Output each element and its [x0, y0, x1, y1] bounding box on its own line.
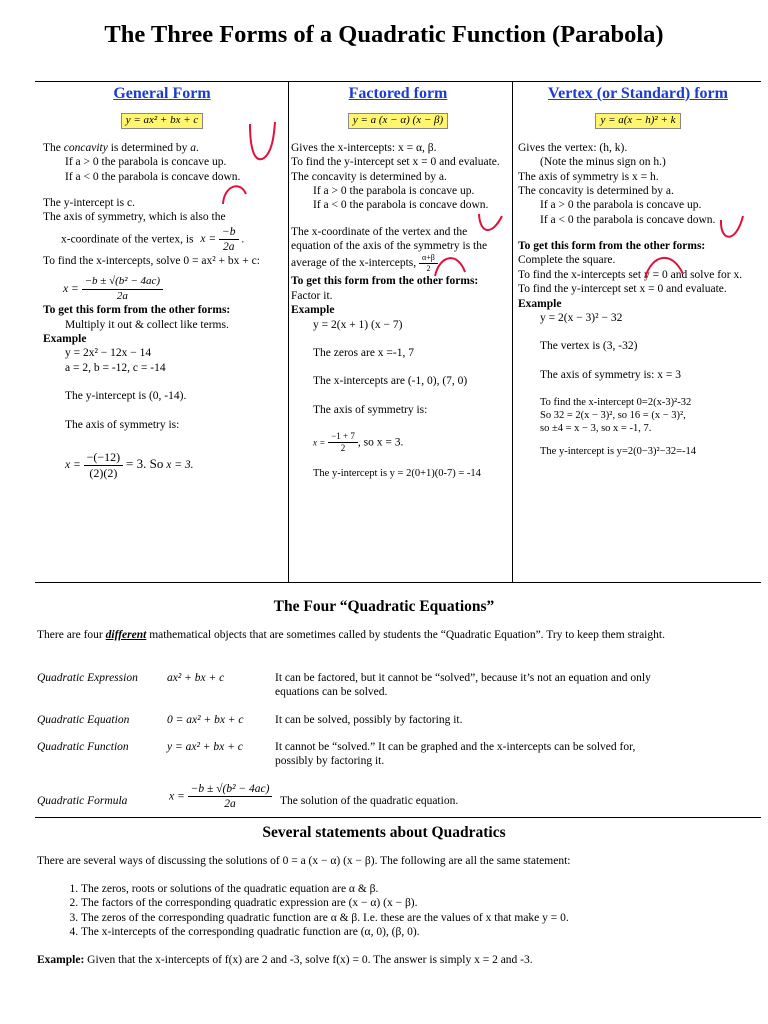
general-example: y = 2x² − 12x − 14 a = 2, b = -12, c = -14 The y-intercept is (0, -14). The axis of symmetry is: x = $\frac{-(-12)}{(2)(2)}$ = 3. So x = 3. — [65, 347, 194, 480]
general-axis-text: The axis of symmetry, which is also the — [43, 211, 226, 224]
factored-concavity: The concavity is determined by a. If a > 0 the parabola is concave up. If a < 0 the parabola is concave down. — [291, 170, 489, 212]
factored-form-column — [291, 84, 505, 480]
general-other-forms-label: To get this form from the other forms: — [43, 304, 231, 317]
vertex-form-header: Vertex (or Standard) form — [548, 85, 728, 102]
vertex-example-label: Example — [518, 297, 562, 310]
page-title: The Three Forms of a Quadratic Function (Parabola) — [104, 21, 664, 48]
general-other-forms-method: Multiply it out & collect like terms. — [65, 318, 229, 331]
concave-up-sketch — [476, 210, 506, 236]
factored-y-intercept: To find the y-intercept set x = 0 and evaluate. — [291, 156, 500, 169]
table-top-rule — [35, 81, 761, 82]
factored-example-label: Example — [291, 304, 335, 317]
factored-average: The x-coordinate of the vertex and the equation of the axis of the symmetry is the average of the x-intercepts, $\frac{\alpha+\beta}{2}$ . — [291, 225, 488, 274]
several-example: Example: Given that the x-intercepts of f(x) are 2 and -3, solve f(x) = 0. The answer is simply x = 2 and -3. — [37, 954, 533, 966]
vertex-form-formula: y = a(x − h)² + k — [595, 113, 680, 129]
factored-y-intercept-example: The y-intercept is y = 2(0+1)(0-7) = -14 — [313, 467, 481, 479]
general-quadratic-formula: x = $\frac{\text{−b ± √(b² − 4ac)}}{2a}$ — [43, 275, 281, 304]
concave-down-sketch — [432, 252, 468, 278]
vertex-concavity: The concavity is determined by a. If a > 0 the parabola is concave up. If a < 0 the parabola is concave down. — [518, 184, 716, 226]
general-concavity: The concavity is determined by a. If a > 0 the parabola is concave up. If a < 0 the parabola is concave down. — [43, 141, 241, 183]
concave-down-sketch — [220, 178, 250, 208]
factored-x-intercepts: Gives the x-intercepts: x = α, β. — [291, 141, 437, 154]
vertex-x-intercepts: To find the x-intercepts set y = 0 and solve for x. — [518, 268, 743, 281]
vertex-form-column — [518, 84, 758, 459]
concave-up-sketch — [246, 118, 278, 168]
concave-down-sketch — [642, 252, 686, 282]
column-divider — [288, 81, 289, 582]
general-y-intercept: The y-intercept is c. — [43, 196, 135, 209]
list-item: 2. The factors of the corresponding quadratic expression are (x − α) (x − β). — [81, 896, 768, 910]
column-divider — [512, 81, 513, 582]
vertex-gives: Gives the vertex: (h, k). — [518, 141, 628, 154]
vertex-other-forms-label: To get this form from the other forms: — [518, 240, 706, 252]
general-example-label: Example — [43, 333, 87, 345]
table-bottom-rule — [35, 582, 761, 583]
list-item: 3. The zeros of the corresponding quadratic function are α & β. I.e. these are the values of x that make y = 0. — [81, 911, 768, 925]
vertex-note: (Note the minus sign on h.) — [540, 156, 666, 169]
vertex-axis: The axis of symmetry is x = h. — [518, 170, 659, 183]
list-item: 1. The zeros, roots or solutions of the quadratic equation are α & β. — [81, 882, 768, 896]
concave-up-sketch — [718, 212, 748, 246]
four-equations-intro: There are four different mathematical objects that are sometimes called by students the “Quadratic Equation”. Try to keep them straight. — [37, 629, 665, 641]
general-x-intercepts: To find the x-intercepts, solve 0 = ax² + bx + c: — [43, 255, 260, 268]
general-axis-formula: x-coordinate of the vertex, is x = $\frac{-b}{2a}$ . — [61, 225, 245, 253]
several-statements-title: Several statements about Quadratics — [262, 824, 506, 841]
factored-example: y = 2(x + 1) (x − 7) The zeros are x =-1, 7 The x-intercepts are (-1, 0), (7, 0) The axis of symmetry is: x = $\frac{-1 + 7}{2}$ , so x = 3. — [313, 318, 468, 454]
factored-form-formula: y = a (x − α) (x − β) — [348, 113, 448, 129]
factored-other-forms-label: To get this form from the other forms: — [291, 275, 479, 288]
several-statements-intro: There are several ways of discussing the solutions of 0 = a (x − α) (x − β). The following are all the same statement: — [37, 855, 571, 867]
vertex-other-forms-method: Complete the square. — [518, 254, 616, 267]
vertex-y-intercept: To find the y-intercept set x = 0 and evaluate. — [518, 283, 727, 296]
section-divider — [35, 817, 761, 818]
vertex-example: y = 2(x − 3)² − 32 The vertex is (3, -32) The axis of symmetry is: x = 3 To find the x-intercept 0=2(x-3)²-32 So 32 = 2(x − 3)², so 16 = (x − 3)², so ±4 = x − 3, so x = -1, 7. The y-intercept is y=2(0−3)²−32=-14 — [540, 311, 697, 458]
general-form-formula: y = ax² + bx + c — [121, 113, 204, 129]
list-item: 4. The x-intercepts of the corresponding quadratic function are (α, 0), (β, 0). — [81, 925, 768, 939]
general-form-header: General Form — [113, 85, 211, 102]
four-equations-title: The Four “Quadratic Equations” — [273, 598, 495, 615]
factored-other-forms-method: Factor it. — [291, 289, 333, 302]
statements-list — [37, 882, 768, 940]
factored-form-header: Factored form — [348, 85, 448, 102]
